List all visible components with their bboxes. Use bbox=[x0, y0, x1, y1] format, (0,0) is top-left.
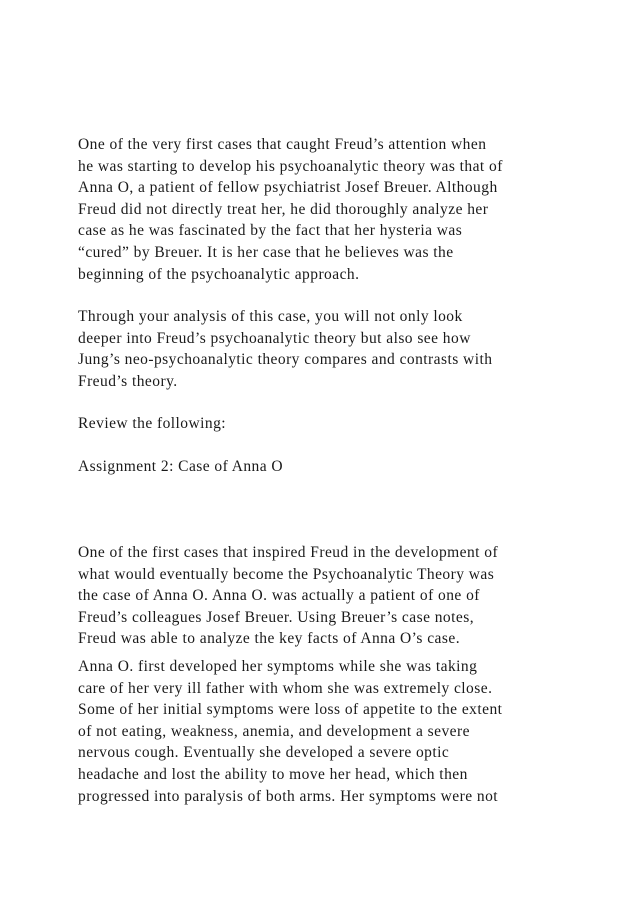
assignment-title: Assignment 2: Case of Anna O bbox=[78, 458, 284, 475]
intro-paragraph: One of the very first cases that caught Freud’s attention when he was starting to develop his psychoanalytic theory was that of Anna O, a patient of fellow psychiatrist Josef Breuer. Although Freud did not directly treat her, he did thoroughly analyze her case as he was fascinated by the fact that her hysteria was “cured” by Breuer. It is her case that he believes was the beginning of the psychoanalytic approach. bbox=[78, 136, 503, 283]
analysis-paragraph: Through your analysis of this case, you will not only look deeper into Freud’s psychoanalytic theory but also see how Jung’s neo-psychoanalytic theory compares and contrasts with Freud’s theory. bbox=[78, 308, 493, 390]
review-heading: Review the following: bbox=[78, 415, 227, 432]
symptoms-paragraph: Anna O. first developed her symptoms while she was taking care of her very ill father with whom she was extremely close. Some of her initial symptoms were loss of appetite to the extent of not eating, weakness, anemia, and development a severe nervous cough. Eventually she developed a severe optic headache and lost the ability to move her head, which then progressed into paralysis of both arms. Her symptoms were not bbox=[78, 658, 503, 805]
case-background-paragraph: One of the first cases that inspired Freud in the development of what would eventually become the Psychoanalytic Theory was the case of Anna O. Anna O. was actually a patient of one of Freud’s colleagues Josef Breuer. Using Breuer’s case notes, Freud was able to analyze the key facts of Anna O’s case. bbox=[78, 544, 499, 648]
